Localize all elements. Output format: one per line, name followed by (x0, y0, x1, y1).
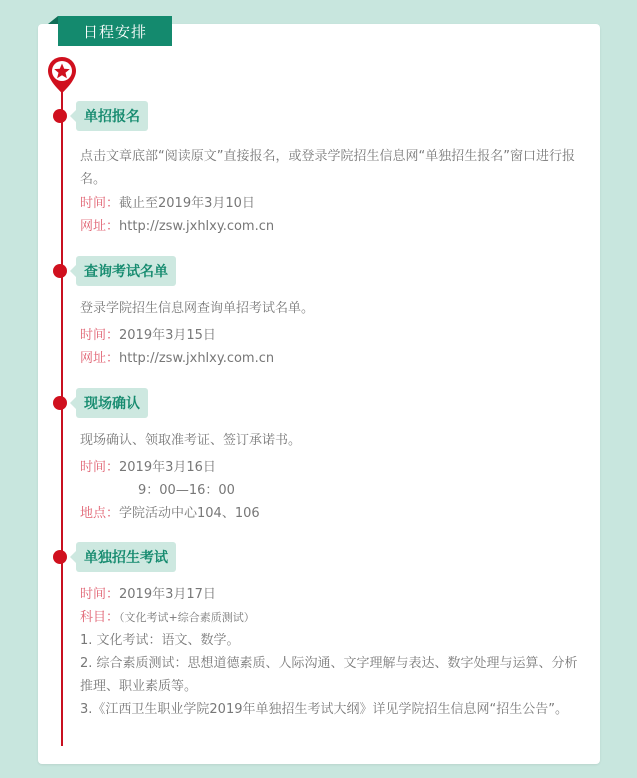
url-link[interactable]: http://zsw.jxhlxy.com.cn (119, 351, 275, 366)
place-value: 学院活动中心104、106 (119, 506, 260, 521)
subject-row (80, 606, 590, 629)
timeline-dot (53, 396, 67, 410)
time-value: 2019年3月17日 (119, 587, 216, 602)
time-value: 2019年3月16日 (119, 460, 216, 475)
time-value: 2019年3月15日 (119, 328, 216, 343)
section-desc: 现场确认、领取准考证、签订承诺书。 (80, 433, 302, 448)
section-desc: 登录学院招生信息网查询单招考试名单。 (80, 301, 315, 316)
time-row (80, 192, 590, 215)
list-item: 1. 文化考试：语文、数学。 (80, 633, 240, 648)
url-label: 网址： (80, 219, 120, 234)
time-row (80, 583, 590, 606)
time-range: 9：00—16：00 (138, 483, 235, 498)
timeline-dot (53, 550, 67, 564)
timeline-dot (53, 264, 67, 278)
place-label: 地点： (80, 506, 120, 521)
time-row (80, 456, 590, 479)
list-item: 3.《江西卫生职业学院2019年单独招生考试大纲》详见学院招生信息网“招生公告”。 (80, 702, 568, 717)
url-row (80, 215, 590, 238)
time-label: 时间： (80, 460, 120, 475)
time-value: 截止至2019年3月10日 (119, 196, 255, 211)
section-title: 单招报名 (76, 101, 148, 131)
time-label: 时间： (80, 587, 120, 602)
url-label: 网址： (80, 351, 120, 366)
section-desc: 点击文章底部“阅读原文”直接报名，或登录学院招生信息网“单独招生报名”窗口进行报名。 (80, 149, 575, 187)
time-label: 时间： (80, 196, 120, 211)
place-row (80, 502, 590, 525)
location-pin-icon (47, 56, 77, 94)
subject-value: （文化考试+综合素质测试） (119, 611, 255, 624)
timeline-dot (53, 109, 67, 123)
time-row (80, 324, 590, 347)
list-item: 2. 综合素质测试：思想道德素质、人际沟通、文字理解与表达、数字处理与运算、分析推理、职业素质等。 (80, 656, 578, 694)
section-title: 单独招生考试 (76, 542, 176, 572)
url-link[interactable]: http://zsw.jxhlxy.com.cn (119, 219, 275, 234)
url-row (80, 347, 590, 370)
time-label: 时间： (80, 328, 120, 343)
section-title: 现场确认 (76, 388, 148, 418)
section-title: 查询考试名单 (76, 256, 176, 286)
schedule-tab: 日程安排 (58, 16, 172, 46)
subject-label: 科目： (80, 610, 120, 625)
timeline-line (61, 86, 63, 746)
